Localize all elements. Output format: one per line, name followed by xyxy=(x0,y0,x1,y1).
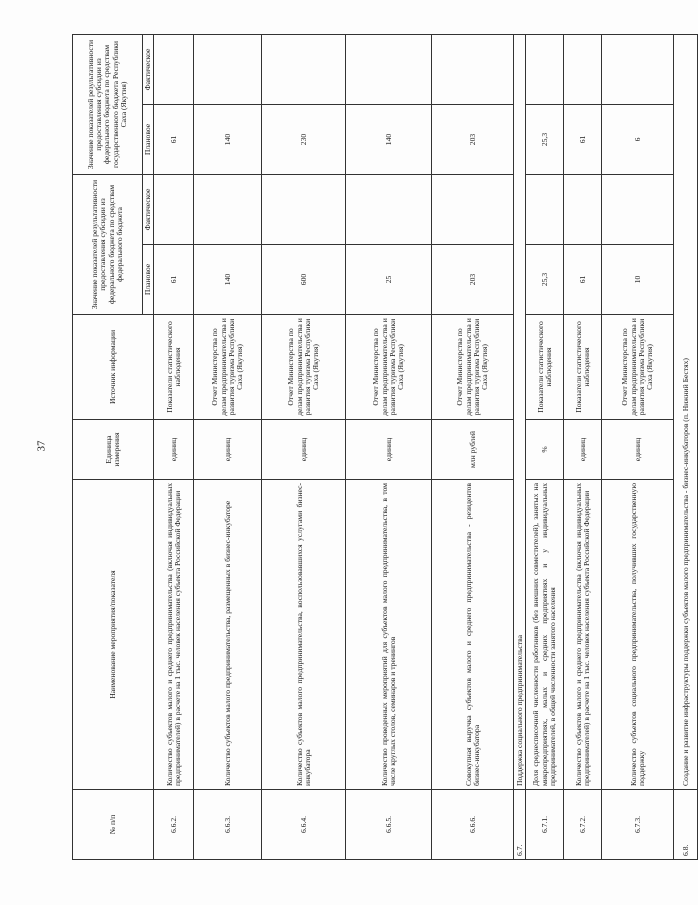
regional-planned-value: 61 xyxy=(154,105,194,175)
table-row xyxy=(346,34,432,859)
row-number: 6.8. xyxy=(674,790,698,860)
regional-planned-value: 203 xyxy=(432,105,514,175)
table-row xyxy=(526,34,564,859)
regional-actual-value xyxy=(432,34,514,104)
row-number: 6.6.6. xyxy=(432,790,514,860)
indicator-unit: единиц xyxy=(194,420,262,480)
federal-planned-value: 600 xyxy=(262,245,346,315)
row-number: 6.7.3. xyxy=(602,790,674,860)
regional-actual-value xyxy=(564,34,602,104)
federal-actual-value xyxy=(526,175,564,245)
indicator-unit: единиц xyxy=(602,420,674,480)
federal-actual-value xyxy=(154,175,194,245)
indicator-source: Показатели статистического наблюдения xyxy=(154,315,194,420)
regional-actual-value xyxy=(262,34,346,104)
header-federal-actual: Фактическое xyxy=(143,175,154,245)
indicator-source: Отчет Министерства по делам предпринимательства и развития туризма Республики Саха (Якутия) xyxy=(602,315,674,420)
page-number: 37 xyxy=(35,440,48,452)
header-federal-planned: Плановое xyxy=(143,245,154,315)
federal-planned-value: 25,3 xyxy=(526,245,564,315)
indicator-name: Совокупная выручка субъектов малого и среднего предпринимательства - резидентов бизнес-инкубатора xyxy=(432,480,514,790)
indicator-unit: % xyxy=(526,420,564,480)
header-num: № п/п xyxy=(73,790,154,860)
regional-actual-value xyxy=(346,34,432,104)
header-federal-group: Значение показателей результативности предоставления субсидии из федерального бюджета по средствам федерального бюджета xyxy=(73,175,143,315)
section-title: Поддержка социального предпринимательства xyxy=(514,34,526,789)
indicator-source: Показатели статистического наблюдения xyxy=(526,315,564,420)
federal-actual-value xyxy=(194,175,262,245)
federal-planned-value: 61 xyxy=(154,245,194,315)
federal-actual-value xyxy=(602,175,674,245)
row-number: 6.7.2. xyxy=(564,790,602,860)
indicator-name: Количество субъектов малого предпринимательства, размещенных в бизнес-инкубаторе xyxy=(194,480,262,790)
regional-planned-value: 6 xyxy=(602,105,674,175)
section-row xyxy=(674,34,698,859)
indicator-name: Количество субъектов малого и среднего предпринимательства (включая индивидуальных предпринимателей) в расчете на 1 тыс. человек населения субъекта Российской Федерации xyxy=(154,480,194,790)
indicator-unit: единиц xyxy=(346,420,432,480)
indicator-name: Количество проведенных мероприятий для субъектов малого предпринимательства, в том числе круглых столов, семинаров и тренингов xyxy=(346,480,432,790)
indicator-source: Отчет Министерства по делам предпринимательства и развития туризма Республики Саха (Якутия) xyxy=(262,315,346,420)
regional-actual-value xyxy=(194,34,262,104)
indicator-source: Отчет Министерства по делам предпринимательства и развития туризма Республики Саха (Якутия) xyxy=(432,315,514,420)
table-row xyxy=(432,34,514,859)
regional-planned-value: 61 xyxy=(564,105,602,175)
federal-planned-value: 25 xyxy=(346,245,432,315)
indicator-unit: единиц xyxy=(262,420,346,480)
table-row xyxy=(194,34,262,859)
federal-actual-value xyxy=(346,175,432,245)
indicator-name: Количество субъектов малого и среднего предпринимательства (включая индивидуальных предпринимателей) в расчете на 1 тыс. человек населения субъекта Российской Федерации xyxy=(564,480,602,790)
section-row xyxy=(514,34,526,859)
header-regional-actual: Фактическое xyxy=(143,34,154,104)
table-row xyxy=(564,34,602,859)
indicator-unit: единиц xyxy=(564,420,602,480)
federal-planned-value: 61 xyxy=(564,245,602,315)
regional-actual-value xyxy=(154,34,194,104)
row-number: 6.6.3. xyxy=(194,790,262,860)
federal-planned-value: 10 xyxy=(602,245,674,315)
section-title: Создание и развитие инфраструктуры поддержки субъектов малого предпринимательства - бизнес-инкубаторов (п. Нижний Бестях) xyxy=(674,34,698,789)
regional-planned-value: 25,3 xyxy=(526,105,564,175)
indicator-name: Количество субъектов малого предпринимательства, воспользовавшихся услугами бизнес-инкубатора xyxy=(262,480,346,790)
row-number: 6.7.1. xyxy=(526,790,564,860)
row-number: 6.6.5. xyxy=(346,790,432,860)
table-row xyxy=(602,34,674,859)
indicator-unit: млн рублей xyxy=(432,420,514,480)
regional-actual-value xyxy=(526,34,564,104)
header-name: Наименование мероприятия/показателя xyxy=(73,480,154,790)
federal-actual-value xyxy=(262,175,346,245)
row-number: 6.6.4. xyxy=(262,790,346,860)
table-row xyxy=(262,34,346,859)
regional-planned-value: 140 xyxy=(346,105,432,175)
row-number: 6.7. xyxy=(514,790,526,860)
regional-planned-value: 140 xyxy=(194,105,262,175)
indicator-source: Показатели статистического наблюдения xyxy=(564,315,602,420)
indicator-name: Количество субъектов социального предпринимательства, получивших государственную поддержку xyxy=(602,480,674,790)
header-regional-planned: Плановое xyxy=(143,105,154,175)
indicators-table xyxy=(72,34,698,860)
federal-actual-value xyxy=(564,175,602,245)
header-unit: Единица измерения xyxy=(73,420,154,480)
federal-planned-value: 140 xyxy=(194,245,262,315)
table-row xyxy=(154,34,194,859)
indicator-source: Отчет Министерства по делам предпринимательства и развития туризма Республики Саха (Якутия) xyxy=(194,315,262,420)
header-source: Источник информации xyxy=(73,315,154,420)
federal-planned-value: 203 xyxy=(432,245,514,315)
regional-planned-value: 230 xyxy=(262,105,346,175)
indicator-name: Доля среднесписочной численности работников (без внешних совместителей), занятых на микропредприятиях, малых и средних предприятиях и у индивидуальных предпринимателей, в общей численности занятого населения xyxy=(526,480,564,790)
row-number: 6.6.2. xyxy=(154,790,194,860)
header-regional-group: Значение показателей результативности предоставления субсидии из федерального бюджета по средствам государственного бюджета Республики Саха (Якутия) xyxy=(73,34,143,174)
federal-actual-value xyxy=(432,175,514,245)
indicator-source: Отчет Министерства по делам предпринимательства и развития туризма Республики Саха (Якутия) xyxy=(346,315,432,420)
regional-actual-value xyxy=(602,34,674,104)
indicator-unit: единиц xyxy=(154,420,194,480)
rotated-table-container xyxy=(72,35,690,860)
